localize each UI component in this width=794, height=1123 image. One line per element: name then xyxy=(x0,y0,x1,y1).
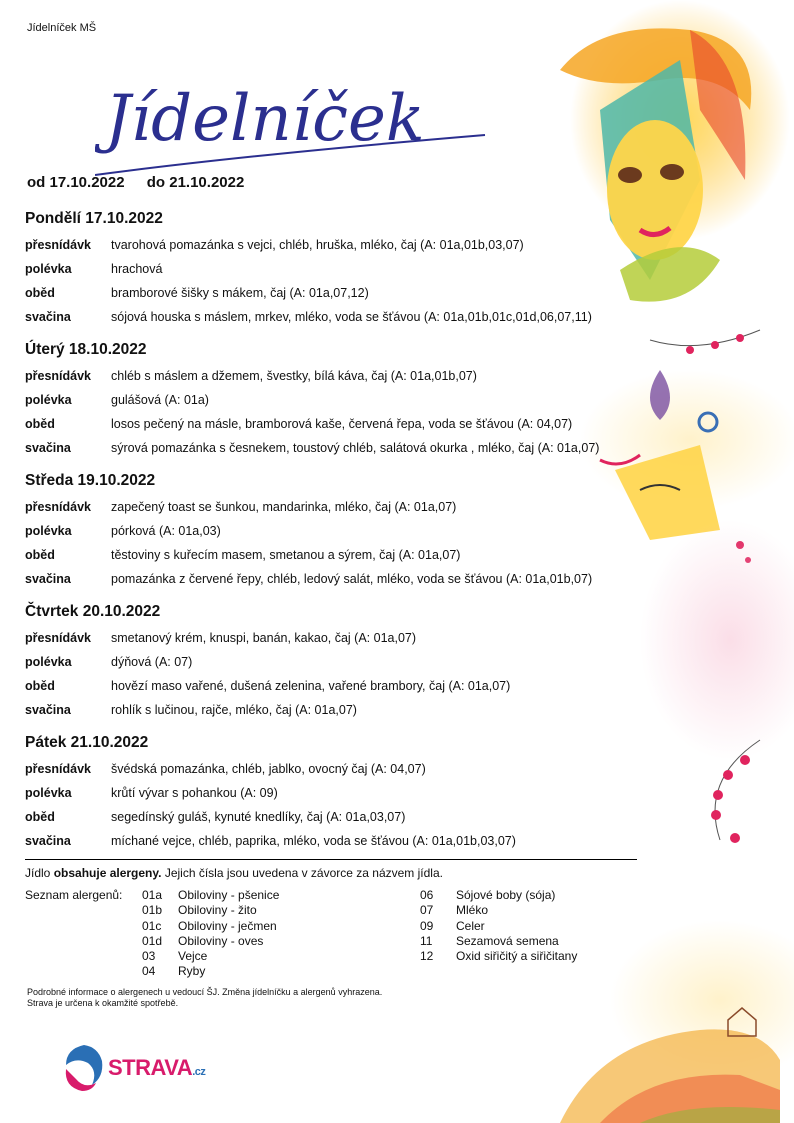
day-section xyxy=(25,338,645,460)
meal-description: rohlík s lučinou, rajče, mléko, čaj (A: 01a,07) xyxy=(111,703,357,717)
meal-row xyxy=(25,650,645,674)
allergen-name: Mléko xyxy=(456,903,489,918)
allergen-code: 07 xyxy=(420,903,434,918)
meal-type: přesnídávk xyxy=(25,238,92,252)
allergen-name: Vejce xyxy=(178,949,208,964)
meal-row xyxy=(25,829,645,853)
allergen-item xyxy=(142,964,279,979)
meal-row xyxy=(25,436,645,460)
meal-type: polévka xyxy=(25,524,72,538)
allergen-code: 11 xyxy=(420,933,433,948)
meal-row xyxy=(25,495,645,519)
meal-description: chléb s máslem a džemem, švestky, bílá káva, čaj (A: 01a,01b,07) xyxy=(111,369,477,383)
meal-type: svačina xyxy=(25,834,71,848)
meal-type: svačina xyxy=(25,572,71,586)
allergen-note-bold: obsahuje alergeny. xyxy=(53,866,162,880)
footer-line: Podrobné informace o alergenech u vedoucí ŠJ. Změna jídelníčku a alergenů vyhrazena. xyxy=(27,987,383,997)
meal-description: hrachová xyxy=(111,262,163,276)
meal-type: přesnídávk xyxy=(25,762,92,776)
allergen-code: 01c xyxy=(142,918,162,933)
meal-description: sójová houska s máslem, mrkev, mléko, voda se šťávou (A: 01a,01b,01c,01d,06,07,11) xyxy=(111,310,592,324)
allergen-code: 01d xyxy=(142,933,163,948)
meal-type: polévka xyxy=(25,262,72,276)
allergen-name: Sójové boby (sója) xyxy=(456,888,556,902)
meal-type: svačina xyxy=(25,310,71,324)
allergen-name: Celer xyxy=(456,918,485,933)
meal-description: losos pečený na másle, bramborová kaše, červená řepa, voda se šťávou (A: 04,07) xyxy=(111,417,573,431)
day-section xyxy=(25,469,645,591)
allergen-item xyxy=(142,888,279,903)
meal-row xyxy=(25,805,645,829)
allergen-item xyxy=(420,949,577,964)
meal-row xyxy=(25,757,645,781)
allergen-item xyxy=(420,903,577,918)
allergen-note xyxy=(25,866,443,880)
period-from: od 17.10.2022 xyxy=(27,174,125,191)
allergen-code: 01a xyxy=(142,888,163,902)
allergen-code: 09 xyxy=(420,918,434,933)
meal-type: svačina xyxy=(25,703,71,717)
allergen-name: Obiloviny - pšenice xyxy=(178,888,280,902)
allergen-item xyxy=(420,934,577,949)
allergen-item xyxy=(142,949,279,964)
allergen-name: Oxid siřičitý a siřičitany xyxy=(456,949,578,964)
allergen-item xyxy=(142,919,279,934)
divider xyxy=(25,859,637,860)
strava-logo-icon xyxy=(62,1043,104,1093)
meal-description: pomazánka z červené řepy, chléb, ledový salát, mléko, voda se šťávou (A: 01a,01b,07) xyxy=(111,572,593,586)
menu-period xyxy=(27,174,262,191)
day-title: Středa 19.10.2022 xyxy=(25,472,156,489)
meal-row xyxy=(25,519,645,543)
meal-row xyxy=(25,698,645,722)
strava-logo-text: STRAVA.cz xyxy=(108,1055,206,1080)
day-title: Pátek 21.10.2022 xyxy=(25,734,149,751)
day-section xyxy=(25,600,645,722)
meal-row xyxy=(25,626,645,650)
meal-row xyxy=(25,257,645,281)
allergen-note-rest: Jejich čísla jsou uvedena v závorce za názvem jídla. xyxy=(161,866,443,880)
allergen-list-left xyxy=(142,888,279,980)
meal-row xyxy=(25,233,645,257)
allergen-name: Obiloviny - žito xyxy=(178,903,257,918)
script-title xyxy=(95,40,495,180)
allergen-item xyxy=(420,888,577,903)
allergen-item xyxy=(420,919,577,934)
meal-description: smetanový krém, knuspi, banán, kakao, čaj (A: 01a,07) xyxy=(111,631,417,645)
meal-row xyxy=(25,388,645,412)
meal-description: bramborové šišky s mákem, čaj (A: 01a,07,12) xyxy=(111,286,369,300)
meal-type: svačina xyxy=(25,441,71,455)
allergen-name: Sezamová semena xyxy=(456,933,559,948)
meal-type: polévka xyxy=(25,393,72,407)
period-to: do 21.10.2022 xyxy=(146,174,245,191)
meal-type: polévka xyxy=(25,655,72,669)
allergen-code: 01b xyxy=(142,903,163,918)
allergen-name: Obiloviny - ječmen xyxy=(178,918,277,933)
meal-description: švédská pomazánka, chléb, jablko, ovocný čaj (A: 04,07) xyxy=(111,762,426,776)
allergen-code: 03 xyxy=(142,949,156,964)
meal-type: polévka xyxy=(25,786,72,800)
meal-description: hovězí maso vařené, dušená zelenina, vařené brambory, čaj (A: 01a,07) xyxy=(111,679,511,693)
meal-type: oběd xyxy=(25,417,55,431)
allergen-list-label: Seznam alergenů: xyxy=(25,888,123,902)
strava-logo xyxy=(62,1043,205,1093)
day-section xyxy=(25,731,645,853)
meal-description: pórková (A: 01a,03) xyxy=(111,524,221,538)
allergen-code: 06 xyxy=(420,888,434,902)
allergen-note-prefix: Jídlo xyxy=(25,866,54,880)
meal-description: dýňová (A: 07) xyxy=(111,655,193,669)
meal-type: oběd xyxy=(25,548,55,562)
meal-description: zapečený toast se šunkou, mandarinka, mléko, čaj (A: 01a,07) xyxy=(111,500,457,514)
meal-type: oběd xyxy=(25,286,55,300)
day-title: Úterý 18.10.2022 xyxy=(25,341,147,358)
day-title: Pondělí 17.10.2022 xyxy=(25,210,163,227)
meal-row xyxy=(25,543,645,567)
meal-description: míchané vejce, chléb, paprika, mléko, voda se šťávou (A: 01a,01b,03,07) xyxy=(111,834,516,848)
day-section xyxy=(25,207,645,329)
meal-description: segedínský guláš, kynuté knedlíky, čaj (A: 01a,03,07) xyxy=(111,810,406,824)
meal-description: sýrová pomazánka s česnekem, toustový chléb, salátová okurka , mléko, čaj (A: 01a,07) xyxy=(111,441,600,455)
meal-description: gulášová (A: 01a) xyxy=(111,393,209,407)
meal-type: oběd xyxy=(25,810,55,824)
meal-row xyxy=(25,364,645,388)
meal-type: přesnídávk xyxy=(25,500,92,514)
meal-type: přesnídávk xyxy=(25,631,92,645)
allergen-name: Ryby xyxy=(178,964,206,979)
meal-row xyxy=(25,674,645,698)
allergen-code: 12 xyxy=(420,949,434,964)
allergen-item xyxy=(142,903,279,918)
meal-description: tvarohová pomazánka s vejci, chléb, hruška, mléko, čaj (A: 01a,01b,03,07) xyxy=(111,238,524,252)
allergen-list-right xyxy=(420,888,577,964)
meal-description: krůtí vývar s pohankou (A: 09) xyxy=(111,786,278,800)
meal-type: přesnídávk xyxy=(25,369,92,383)
meal-row xyxy=(25,281,645,305)
footer-line: Strava je určena k okamžité spotřebě. xyxy=(27,998,179,1008)
footer-note xyxy=(27,987,382,1009)
document-type-label: Jídelníček MŠ xyxy=(27,22,97,34)
meal-row xyxy=(25,781,645,805)
meal-description: těstoviny s kuřecím masem, smetanou a sýrem, čaj (A: 01a,07) xyxy=(111,548,461,562)
meal-type: oběd xyxy=(25,679,55,693)
meal-row xyxy=(25,305,645,329)
allergen-code: 04 xyxy=(142,964,156,979)
day-title: Čtvrtek 20.10.2022 xyxy=(25,603,161,620)
meal-row xyxy=(25,412,645,436)
allergen-item xyxy=(142,934,279,949)
script-title-text: Jídelníček xyxy=(105,82,425,156)
allergen-name: Obiloviny - oves xyxy=(178,933,264,948)
meal-row xyxy=(25,567,645,591)
